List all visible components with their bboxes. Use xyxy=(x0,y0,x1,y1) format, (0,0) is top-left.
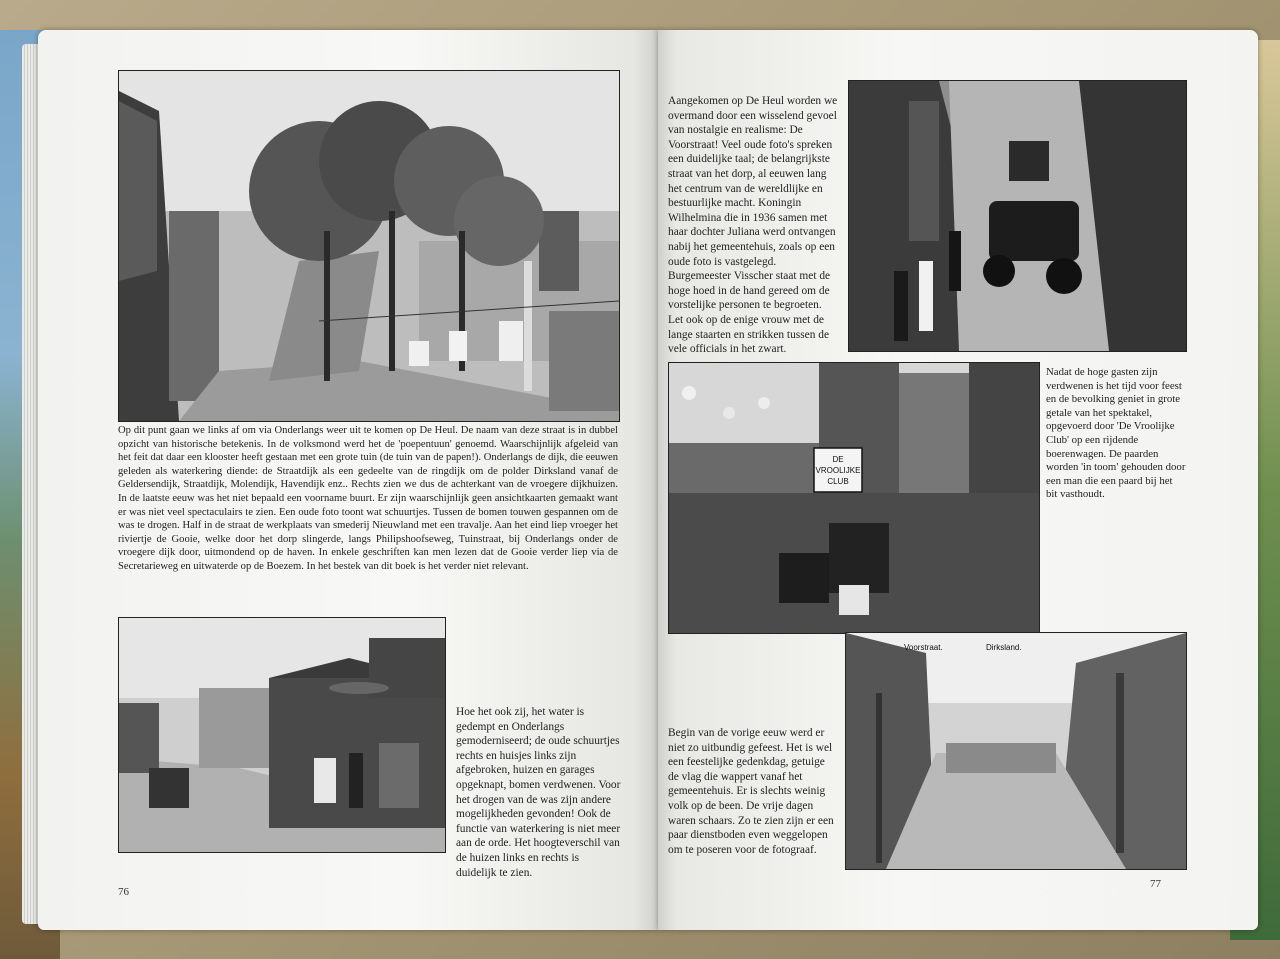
royal-visit-photo xyxy=(848,80,1187,352)
sign-line-2: VROOLIJKE xyxy=(815,466,861,475)
postcard-label-town: Dirksland. xyxy=(986,643,1022,652)
right-top-paragraph: Aangekomen op De Heul worden we overmand door een wisselend gevoel van nostalgie en realisme: De Voorstraat! Veel oude foto's spreken een duidelijke taal; de belangrijkste straat van het dorp, al eeuwen lang het centrum van de wereldlijke en bestuurlijke macht. Koningin Wilhelmina die in 1936 samen met haar dochter Juliana werd ontvangen nabij het gemeentehuis, zoals op een oude foto is vastgelegd. Burgemeester Visscher staat met de hoge hoed in de hand gereed om de vorstelijke personen te begroeten. Let ook op de enige vrouw met de lange staarten en strikken tussen de vele officials in het zwart. xyxy=(668,95,838,356)
page-number-left: 76 xyxy=(118,886,129,898)
parade-photo xyxy=(668,362,1040,634)
left-main-paragraph: Op dit punt gaan we links af om via Onderlangs weer uit te komen op De Heul. De naam van deze straat is in dubbel opzicht van historische betekenis. In de volksmond werd het de 'poepentuun' genoemd. Waarschijnlijk afgeleid van het feit dat daar een klooster heeft gestaan met een grote tuin (de tuin van de papen!). Onderlangs de dijk, die eeuwen geleden als waterkering diende: de Straatdijk als een gedeelte van de ringdijk om de polder Dirksland vanaf de Geldersendijk, Straatdijk, Molendijk, Havendijk enz.. Rechts zien we dus de achterkant van de vroegere dijkhuizen. In de laatste eeuw was het niet bepaald een voorname buurt. Er zijn waarschijnlijk geen ansichtkaarten gemaakt want er was niet veel spectaculairs te zien. Een oude foto toont wat schuurtjes. Tussen de bomen touwen gespannen om de was te drogen. Half in de straat de werkplaats van smederij Nieuwland met een travalje. Aan het eind liep vroeger het riviertje de Gooie, welke door het dorp slingerde, langs Philipshoofseweg, Tuinstraat, bij Onderlangs onder de vroegere dijk door, uitmondend op de haven. In enkele geschriften kan men lezen dat de Gooie verder liep via de Secretarieweg en uitwaterde op de Boezem. In het bestek van dit boek is het verder niet relevant. xyxy=(118,425,618,572)
postcard-label-street: Voorstraat. xyxy=(904,643,943,652)
sign-line-1: DE xyxy=(832,455,844,464)
street-trees-photo xyxy=(118,70,620,422)
modern-street-photo xyxy=(118,617,446,853)
page-number-right: 77 xyxy=(1150,878,1161,890)
postcard-photo xyxy=(845,632,1187,870)
sign-line-3: CLUB xyxy=(827,477,849,486)
right-middle-paragraph: Nadat de hoge gasten zijn verdwenen is het tijd voor feest en de bevolking geniet in grote getale van het spektakel, opgevoerd door 'De Vroolijke Club' op een rijdende boerenwagen. De paarden worden 'in toom' gehouden door een man die een paard bij het bit vasthoudt. xyxy=(1046,366,1186,501)
left-small-paragraph: Hoe het ook zij, het water is gedempt en Onderlangs gemoderniseerd; de oude schuurtjes rechts en huisjes links zijn afgebroken, huizen en garages opgeknapt, bomen verdwenen. Voor het drogen van de was zijn andere mogelijkheden gevonden! Ook de functie van waterkering is niet meer aan de orde. Het hoogteverschil van de huizen links en rechts is duidelijk te zien. xyxy=(456,706,621,879)
right-bottom-paragraph: Begin van de vorige eeuw werd er niet zo uitbundig gefeest. Het is wel een feestelijke gedenkdag, getuige de vlag die wappert vanaf het gemeentehuis. Er is slechts weinig volk op de been. De vrije dagen waren schaars. Zo te zien zijn er een paar dienstboden even weggelopen om te poseren voor de fotograaf. xyxy=(668,727,834,856)
